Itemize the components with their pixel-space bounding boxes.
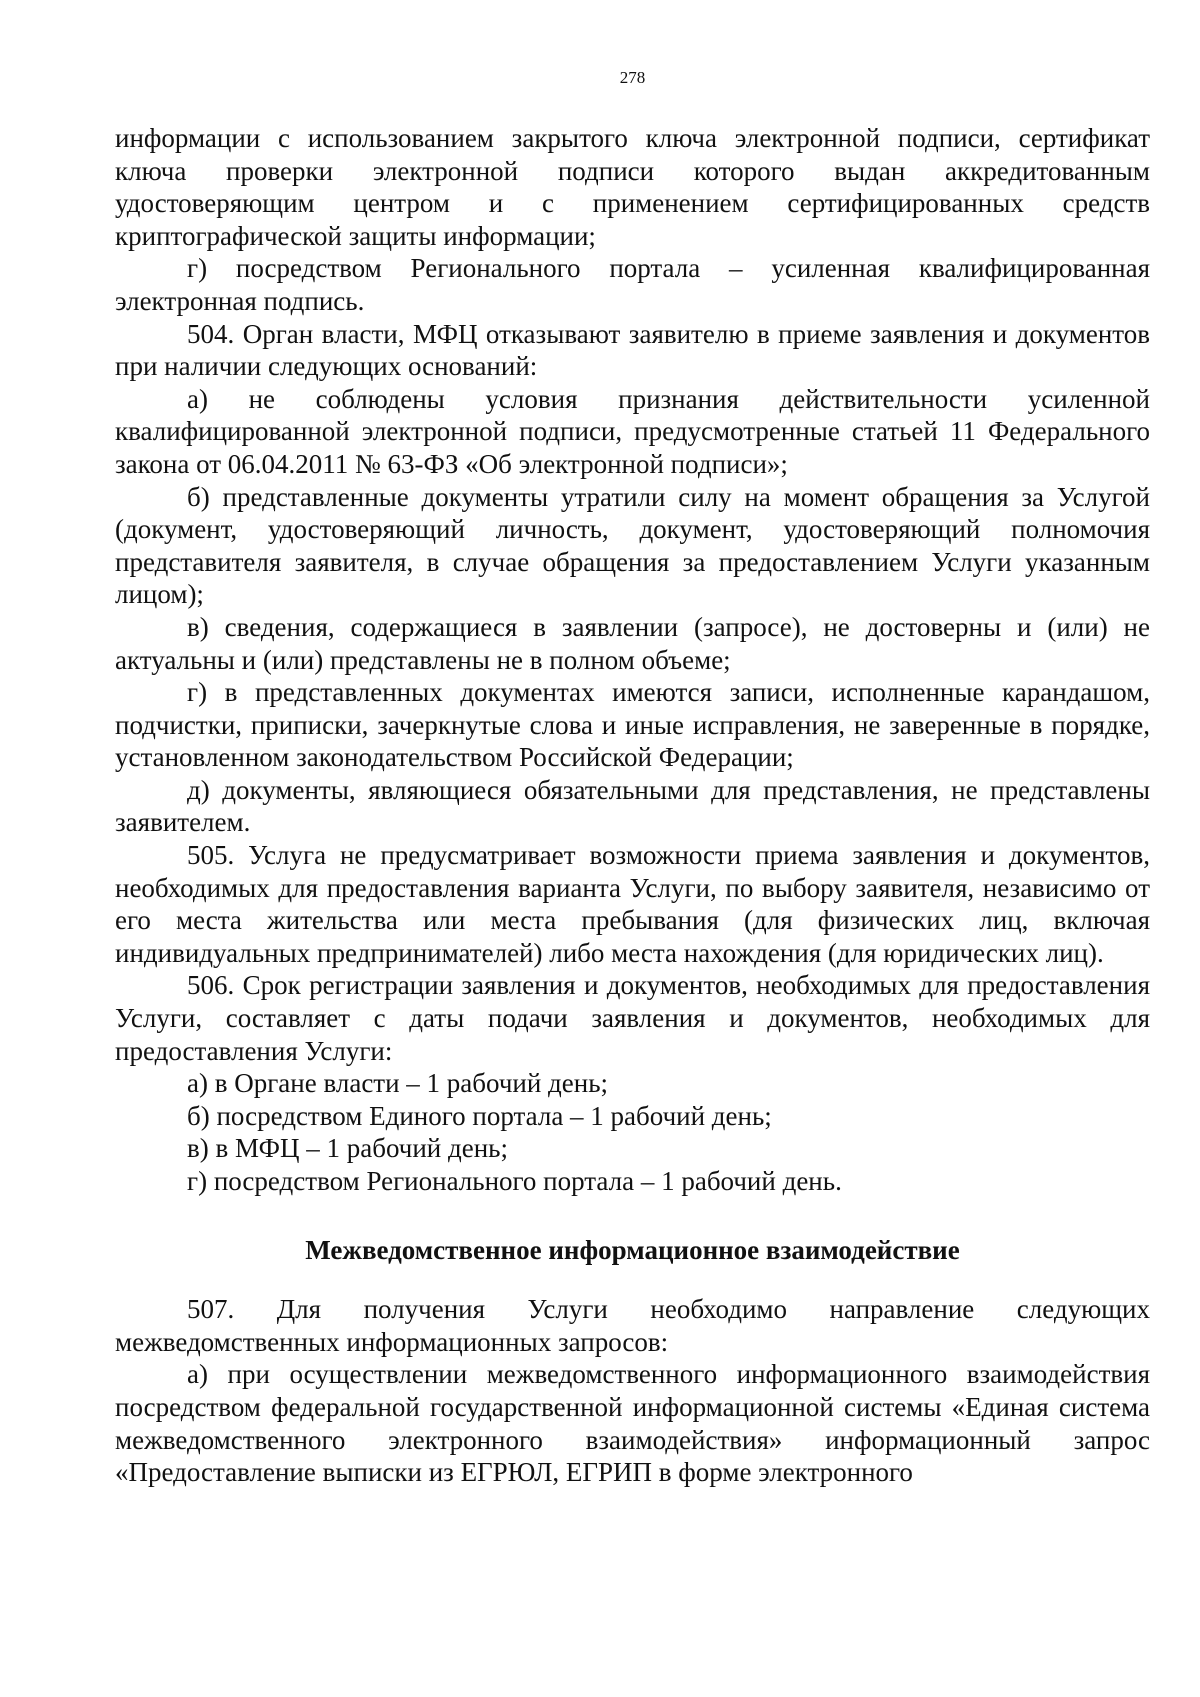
paragraph-0: информации с использованием закрытого ключа электронной подписи, сертификат ключа проверки электронной подписи которого выдан аккредитованным удостоверяющим центром и с применением сертифицированных средств криптографической защиты информации; [115, 123, 1150, 251]
paragraph-3: а) не соблюдены условия признания действительности усиленной квалифицированной электронной подписи, предусмотренные статьей 11 Федерального закона от 06.04.2011 № 63-ФЗ «Об электронной подписи»; [115, 383, 1150, 479]
paragraph-4: б) представленные документы утратили силу на момент обращения за Услугой (документ, удостоверяющий личность, документ, удостоверяющий полномочия представителя заявителя, в случае обращения за предоставлением Услуги указанным лицом); [115, 481, 1150, 610]
spacer [115, 1266, 1150, 1293]
document-body [115, 122, 1150, 1489]
paragraph-13: г) посредством Регионального портала – 1 рабочий день. [187, 1166, 842, 1196]
paragraph-11: б) посредством Единого портала – 1 рабочий день; [187, 1100, 772, 1131]
paragraph-5: в) сведения, содержащиеся в заявлении (запросе), не достоверны и (или) не актуальны и (или) представлены не в полном объеме; [115, 611, 1150, 675]
paragraph-15: а) при осуществлении межведомственного информационного взаимодействия посредством федеральной государственной информационной системы «Единая система межведомственного электронного взаимодействия» информационный запрос «Предоставление выписки из ЕГРЮЛ, ЕГРИП в форме электронного [115, 1359, 1150, 1488]
paragraph-9: 506. Срок регистрации заявления и документов, необходимых для предоставления Услуги, составляет с даты подачи заявления и документов, необходимых для предоставления Услуги: [115, 970, 1150, 1066]
section-heading: Межведомственное информационное взаимодействие [305, 1234, 960, 1265]
spacer [115, 1198, 1150, 1234]
paragraph-12: в) в МФЦ – 1 рабочий день; [187, 1133, 508, 1164]
paragraph-14: 507. Для получения Услуги необходимо направление следующих межведомственных информационных запросов: [115, 1294, 1150, 1357]
paragraph-8: 505. Услуга не предусматривает возможности приема заявления и документов, необходимых для предоставления варианта Услуги, по выбору заявителя, независимо от его места жительства или места пребывания (для физических лиц, включая индивидуальных предпринимателей) либо места нахождения (для юридических лиц). [115, 840, 1150, 968]
paragraph-2: 504. Орган власти, МФЦ отказывают заявителю в приеме заявления и документов при наличии следующих оснований: [115, 318, 1150, 382]
paragraph-7: д) документы, являющиеся обязательными для представления, не представлены заявителем. [115, 774, 1150, 838]
paragraph-10: а) в Органе власти – 1 рабочий день; [187, 1068, 609, 1099]
paragraph-6: г) в представленных документах имеются записи, исполненные карандашом, подчистки, приписки, зачеркнутые слова и иные исправления, не заверенные в порядке, установленном законодательством Российской Федерации; [115, 677, 1150, 773]
page-number: 278 [619, 68, 646, 87]
paragraph-1: г) посредством Регионального портала – усиленная квалифицированная электронная подпись. [115, 253, 1150, 316]
